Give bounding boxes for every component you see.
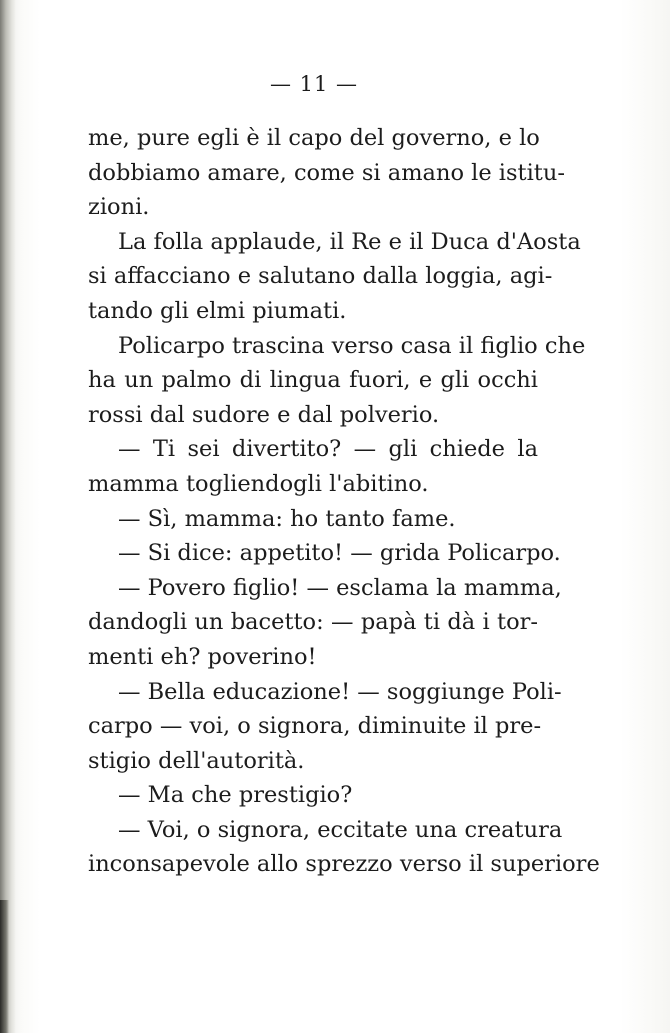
text-line: — Sì, mamma: ho tanto fame. xyxy=(118,505,456,532)
paragraph xyxy=(88,121,565,225)
page-edge-shadow xyxy=(0,900,9,1033)
text-line: — Si dice: appetito! — grida Policarpo. xyxy=(118,540,561,567)
paragraph xyxy=(88,571,562,675)
paragraph xyxy=(88,225,581,329)
text-line: zioni. xyxy=(88,194,150,221)
text-line: menti eh? poverino! xyxy=(88,643,317,670)
text-line: si affacciano e salutano dalla loggia, agi- xyxy=(88,263,553,290)
paragraph xyxy=(88,778,538,813)
text-line: — Voi, o signora, eccitate una creatura xyxy=(118,816,563,843)
text-line: ha un palmo di lingua fuori, e gli occhi xyxy=(88,367,538,394)
text-line: stigio dell'autorità. xyxy=(88,747,305,774)
text-line: dobbiamo amare, come si amano le istitu- xyxy=(88,159,565,186)
text-line: — Ti sei divertito? — gli chiede la xyxy=(118,436,538,463)
paragraph xyxy=(88,502,538,537)
page-number: — 11 — xyxy=(269,72,359,96)
text-line: rossi dal sudore e dal polverio. xyxy=(88,401,440,428)
text-line: — Povero figlio! — esclama la mamma, xyxy=(118,574,562,601)
text-line: carpo — voi, o signora, diminuite il pre- xyxy=(88,713,542,740)
paragraph xyxy=(88,432,538,501)
paragraph xyxy=(88,329,586,433)
text-line: dandogli un bacetto: — papà ti dà i tor- xyxy=(88,609,538,636)
page-gutter-shadow xyxy=(0,0,16,1033)
text-line: Policarpo trascina verso casa il figlio che xyxy=(118,332,586,359)
text-line: inconsapevole allo sprezzo verso il superiore xyxy=(88,851,600,878)
paragraph xyxy=(88,675,562,779)
text-line: — Ma che prestigio? xyxy=(118,782,353,809)
paragraph xyxy=(88,536,561,571)
text-line: — Bella educazione! — soggiunge Poli- xyxy=(118,678,562,705)
text-line: me, pure egli è il capo del governo, e lo xyxy=(88,125,540,151)
body-text xyxy=(88,121,600,882)
text-line: tando gli elmi piumati. xyxy=(88,297,347,324)
paragraph xyxy=(88,813,600,882)
text-line: mamma togliendogli l'abitino. xyxy=(88,470,429,497)
text-line: La folla applaude, il Re e il Duca d'Aosta xyxy=(118,228,581,255)
